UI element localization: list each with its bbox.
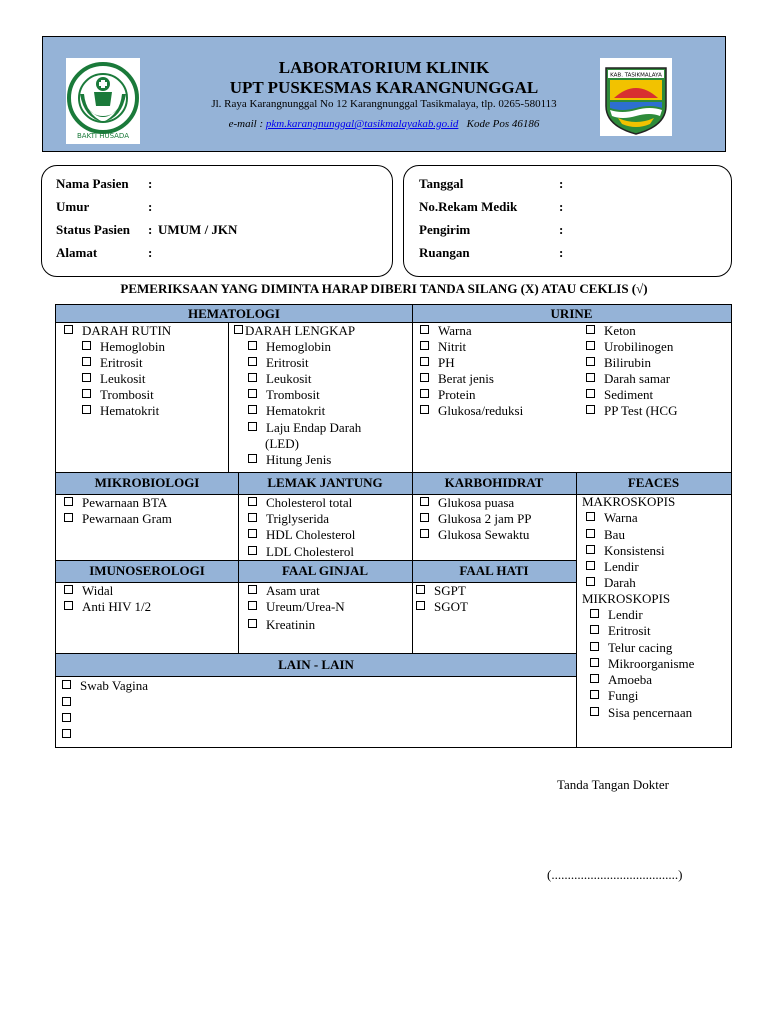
contact-line [0, 117, 768, 131]
section-urine: URINE [412, 305, 731, 322]
checkbox-urine-berat-jenis[interactable]: Berat jenis [420, 371, 494, 387]
checkbox-hdl[interactable]: HDL Cholesterol [248, 527, 355, 543]
patient-address-row: Alamat : [56, 245, 153, 260]
section-faal-ginjal: FAAL GINJAL [238, 560, 412, 582]
checkbox-eritrosit[interactable]: Eritrosit [82, 355, 143, 371]
medical-record-row: No.Rekam Medik : [419, 199, 564, 214]
sender-row: Pengirim : [419, 222, 564, 237]
checkbox-urine-bilirubin[interactable]: Bilirubin [586, 355, 651, 371]
checkbox-cholesterol-total[interactable]: Cholesterol total [248, 495, 352, 511]
checkbox-lain-4[interactable] [62, 727, 80, 743]
section-faal-hati: FAAL HATI [412, 560, 576, 582]
logo-left-text: BAKTI HUSADA [76, 132, 130, 140]
checkbox-widal[interactable]: Widal [64, 583, 113, 599]
patient-status-label: Status Pasien [56, 222, 131, 237]
checkbox-hematokrit[interactable]: Hematokrit [82, 403, 159, 419]
section-lemak-jantung: LEMAK JANTUNG [238, 472, 412, 494]
section-hematologi: HEMATOLOGI [56, 305, 412, 322]
patient-address-label: Alamat [56, 245, 98, 260]
checkbox-glukosa-puasa[interactable]: Glukosa puasa [420, 495, 514, 511]
checkbox-urine-ph[interactable]: PH [420, 355, 455, 371]
checkbox-urine-protein[interactable]: Protein [420, 387, 476, 403]
postal-code: Kode Pos 46186 [466, 118, 540, 130]
checkbox-icon[interactable] [64, 325, 73, 334]
checkbox-mikro-amoeba[interactable]: Amoeba [590, 672, 652, 688]
checkbox-hemoglobin[interactable]: Hemoglobin [82, 339, 165, 355]
checkbox-sgot[interactable]: SGOT [416, 599, 468, 615]
patient-name-row: Nama Pasien : [56, 176, 153, 191]
checkbox-urine-pp-test[interactable]: PP Test (HCG [586, 403, 678, 419]
checkbox-mikro-lendir[interactable]: Lendir [590, 607, 643, 623]
checkbox-feaces-konsistensi[interactable]: Konsistensi [586, 543, 665, 559]
checkbox-feaces-darah[interactable]: Darah [586, 575, 636, 591]
checkbox-mikro-sisa-pencernaan[interactable]: Sisa pencernaan [590, 705, 692, 721]
checkbox-dl-trombosit[interactable]: Trombosit [248, 387, 320, 403]
section-mikrobiologi: MIKROBIOLOGI [56, 472, 238, 494]
date-row: Tanggal : [419, 176, 564, 191]
checkbox-pewarnaan-bta[interactable]: Pewarnaan BTA [64, 495, 167, 511]
section-lain-lain: LAIN - LAIN [56, 653, 576, 676]
patient-status-value[interactable]: UMUM / JKN [158, 222, 238, 237]
checkbox-urine-urobilinogen[interactable]: Urobilinogen [586, 339, 673, 355]
checkbox-darah-lengkap[interactable]: DARAH LENGKAP [234, 323, 355, 339]
checkbox-darah-rutin[interactable]: DARAH RUTIN [64, 323, 171, 339]
feaces-makroskopis-label: MAKROSKOPIS [582, 494, 676, 509]
signature-label: Tanda Tangan Dokter [557, 777, 670, 792]
checkbox-asam-urat[interactable]: Asam urat [248, 583, 320, 599]
checkbox-trombosit[interactable]: Trombosit [82, 387, 154, 403]
checkbox-mikro-fungi[interactable]: Fungi [590, 688, 638, 704]
puskesmas-title: UPT PUSKESMAS KARANGNUNGGAL [229, 78, 539, 97]
sender-label: Pengirim [419, 222, 471, 237]
checkbox-dl-hemoglobin[interactable]: Hemoglobin [248, 339, 331, 355]
feaces-mikroskopis-label: MIKROSKOPIS [582, 591, 671, 606]
exam-table [55, 304, 732, 748]
medical-record-label: No.Rekam Medik [419, 199, 518, 214]
room-row: Ruangan : [419, 245, 564, 260]
checkbox-urine-keton[interactable]: Keton [586, 323, 636, 339]
patient-name-label: Nama Pasien [56, 176, 129, 191]
lab-title: LABORATORIUM KLINIK [278, 58, 490, 77]
signature-blank[interactable]: (.......................................) [547, 867, 683, 882]
checkbox-pewarnaan-gram[interactable]: Pewarnaan Gram [64, 511, 172, 527]
checkbox-urine-nitrit[interactable]: Nitrit [420, 339, 466, 355]
checkbox-triglyserida[interactable]: Triglyserida [248, 511, 329, 527]
section-imunoserologi: IMUNOSEROLOGI [56, 560, 238, 582]
checkbox-urine-warna[interactable]: Warna [420, 323, 472, 339]
checkbox-mikro-telur-cacing[interactable]: Telur cacing [590, 640, 672, 656]
checkbox-ldl[interactable]: LDL Cholesterol [248, 544, 354, 560]
email-label: e-mail : [228, 118, 266, 130]
email-link[interactable]: pkm.karangnunggal@tasikmalayakab.go.id [265, 118, 459, 130]
checkbox-kreatinin[interactable]: Kreatinin [248, 617, 315, 633]
instruction-text: PEMERIKSAAN YANG DIMINTA HARAP DIBERI TANDA SILANG (X) ATAU CEKLIS (√) [120, 281, 648, 296]
checkbox-feaces-warna[interactable]: Warna [586, 510, 638, 526]
section-feaces: FEACES [576, 472, 731, 494]
led-label: (LED) [265, 436, 299, 451]
checkbox-glukosa-2jam[interactable]: Glukosa 2 jam PP [420, 511, 532, 527]
checkbox-glukosa-sewaktu[interactable]: Glukosa Sewaktu [420, 527, 529, 543]
checkbox-ureum[interactable]: Ureum/Urea-N [248, 599, 345, 615]
checkbox-feaces-bau[interactable]: Bau [586, 527, 625, 543]
room-label: Ruangan [419, 245, 470, 260]
checkbox-hitung-jenis[interactable]: Hitung Jenis [248, 452, 331, 468]
checkbox-dl-led[interactable]: Laju Endap Darah [248, 420, 361, 436]
checkbox-urine-darah-samar[interactable]: Darah samar [586, 371, 670, 387]
patient-age-row: Umur : [56, 199, 153, 214]
checkbox-dl-eritrosit[interactable]: Eritrosit [248, 355, 309, 371]
checkbox-urine-sediment[interactable]: Sediment [586, 387, 653, 403]
checkbox-dl-leukosit[interactable]: Leukosit [248, 371, 312, 387]
patient-status-row: Status Pasien : UMUM / JKN [56, 222, 238, 237]
checkbox-feaces-lendir[interactable]: Lendir [586, 559, 639, 575]
checkbox-mikro-eritrosit[interactable]: Eritrosit [590, 623, 651, 639]
checkbox-leukosit[interactable]: Leukosit [82, 371, 146, 387]
logo-right-text: KAB. TASIKMALAYA [610, 72, 662, 79]
checkbox-mikro-mikroorganisme[interactable]: Mikroorganisme [590, 656, 694, 672]
checkbox-anti-hiv[interactable]: Anti HIV 1/2 [64, 599, 151, 615]
checkbox-lain-2[interactable] [62, 695, 80, 711]
address-text: Jl. Raya Karangnunggal No 12 Karangnunggal Tasikmalaya, tlp. 0265-580113 [211, 98, 557, 110]
checkbox-urine-glukosa[interactable]: Glukosa/reduksi [420, 403, 523, 419]
checkbox-sgpt[interactable]: SGPT [416, 583, 466, 599]
checkbox-swab-vagina[interactable]: Swab Vagina [62, 678, 148, 694]
date-label: Tanggal [419, 176, 464, 191]
checkbox-dl-hematokrit[interactable]: Hematokrit [248, 403, 325, 419]
checkbox-lain-3[interactable] [62, 711, 80, 727]
section-karbohidrat: KARBOHIDRAT [412, 472, 576, 494]
patient-age-label: Umur [56, 199, 90, 214]
